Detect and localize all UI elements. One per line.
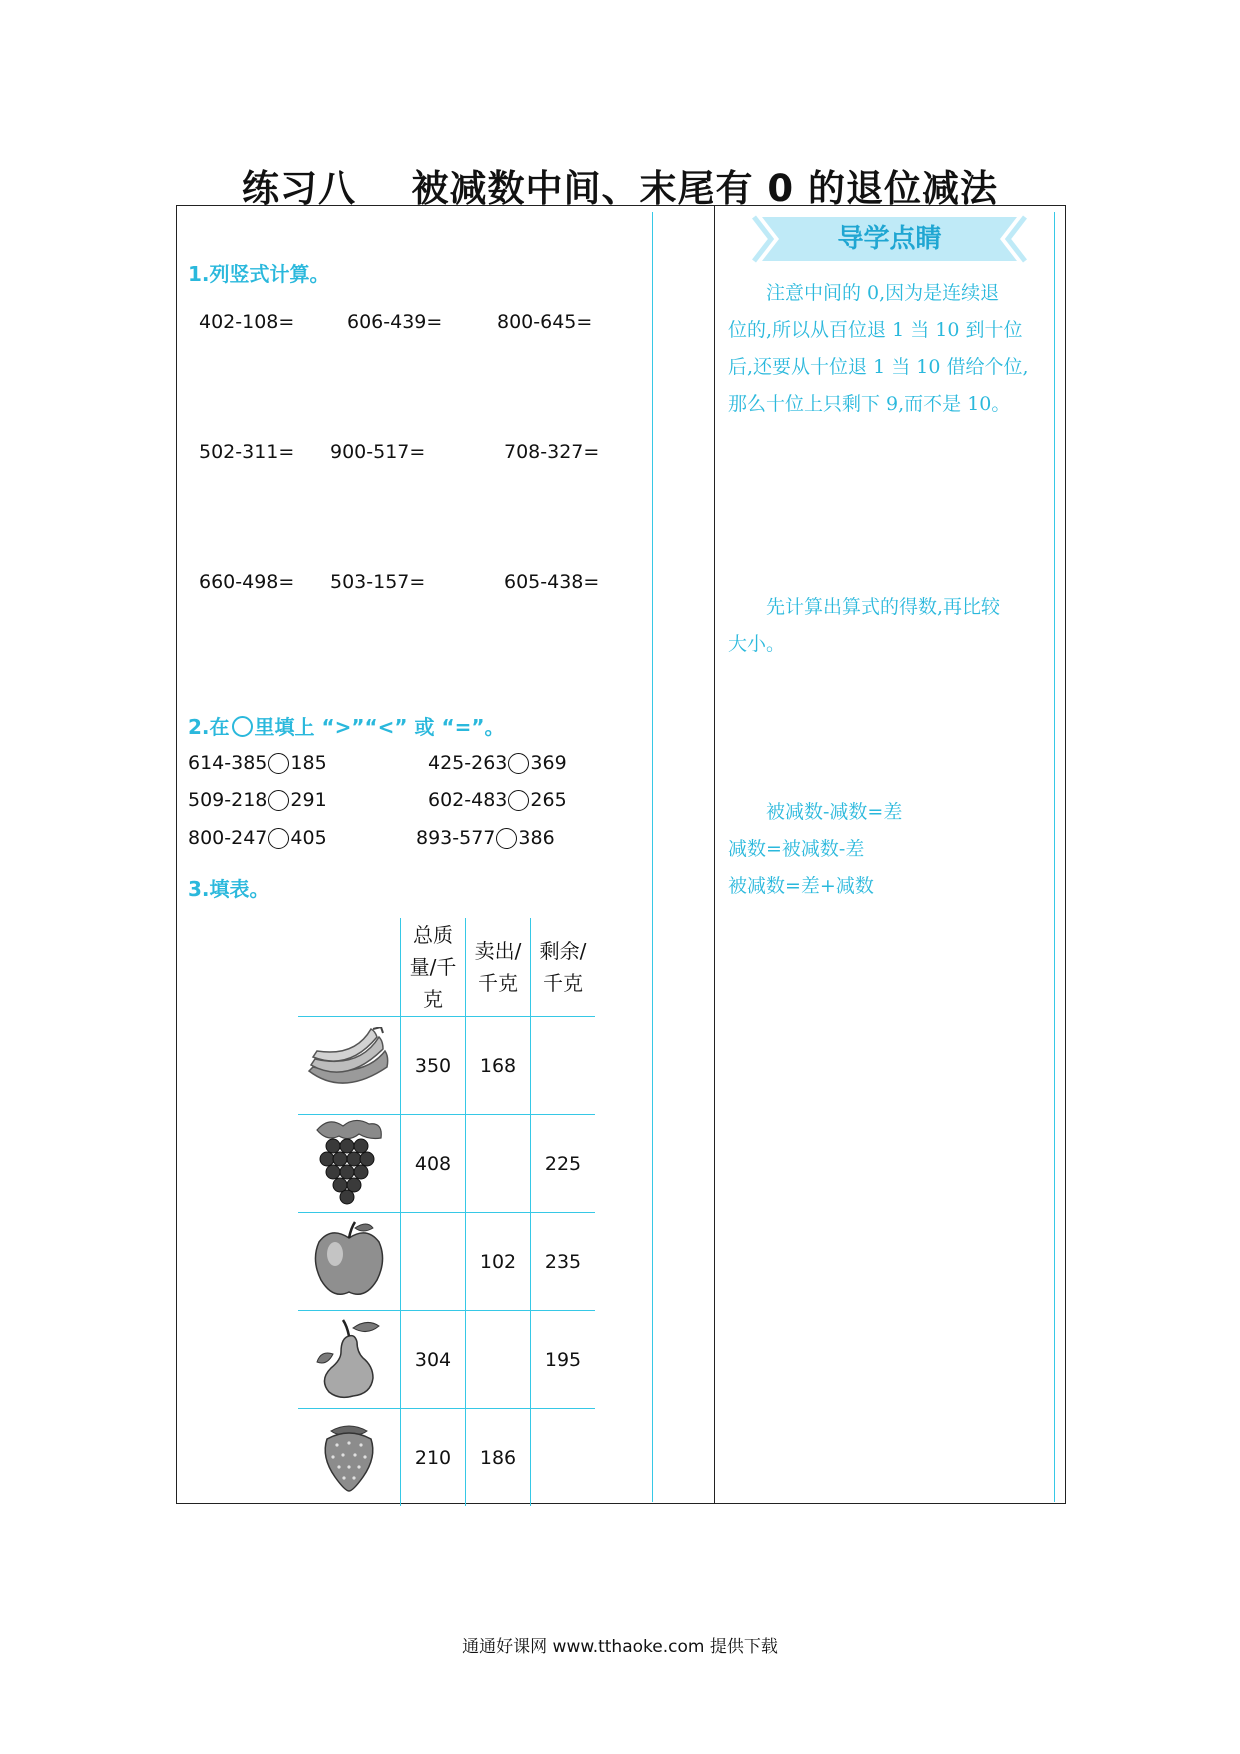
compare-item — [188, 752, 327, 774]
compare-right: 185 — [290, 752, 327, 774]
vertical-calc-expr: 660-498= — [199, 571, 295, 593]
compare-left: 893-577 — [416, 827, 496, 849]
header-left: 剩余/ 千克 — [531, 918, 596, 1017]
cell-left: 225 — [531, 1115, 596, 1213]
table-row — [298, 1115, 595, 1213]
cell-left: 235 — [531, 1213, 596, 1311]
compare-right: 265 — [530, 789, 567, 811]
compare-left: 509-218 — [188, 789, 268, 811]
table-row — [298, 1213, 595, 1311]
compare-left: 614-385 — [188, 752, 268, 774]
header-sold: 卖出/ 千克 — [466, 918, 531, 1017]
compare-right: 291 — [290, 789, 327, 811]
vertical-calc-expr: 502-311= — [199, 441, 295, 463]
answer-circle[interactable] — [508, 790, 529, 811]
compare-left: 602-483 — [428, 789, 508, 811]
guide-label: 导学点睛 — [837, 224, 942, 254]
cell-left: 195 — [531, 1311, 596, 1409]
vertical-calc-expr: 503-157= — [330, 571, 426, 593]
page-title: 练习八 被减数中间、末尾有 0 的退位减法 — [241, 167, 999, 210]
vertical-calc-expr: 708-327= — [504, 441, 600, 463]
compare-item — [428, 752, 567, 774]
answer-circle[interactable] — [268, 828, 289, 849]
page-footer: 通通好课网 www.tthaoke.com 提供下载 — [462, 1637, 778, 1657]
compare-item — [188, 789, 327, 811]
cell-sold: 168 — [466, 1017, 531, 1115]
compare-right: 369 — [530, 752, 567, 774]
tip-compare: 先计算出算式的得数,再比较 大小。 — [728, 596, 1001, 655]
banana-icon — [298, 1017, 401, 1115]
apple-icon — [298, 1213, 401, 1311]
answer-circle[interactable] — [268, 790, 289, 811]
fruit-table — [298, 918, 595, 1506]
left-margin-line — [652, 212, 653, 1502]
column-divider — [714, 205, 715, 1504]
grapes-icon — [298, 1115, 401, 1213]
section2-heading — [188, 711, 505, 740]
compare-left: 800-247 — [188, 827, 268, 849]
cell-sold[interactable] — [466, 1115, 531, 1213]
pear-icon — [298, 1311, 401, 1409]
cell-total[interactable] — [401, 1213, 466, 1311]
section1-heading: 1.列竖式计算。 — [188, 262, 330, 286]
section2-heading-post: 里填上 “>”“<” 或 “=”。 — [254, 715, 505, 739]
table-row — [298, 1311, 595, 1409]
cell-sold: 102 — [466, 1213, 531, 1311]
vertical-calc-expr: 800-645= — [497, 311, 593, 333]
table-header-row — [298, 918, 595, 1017]
answer-circle[interactable] — [268, 753, 289, 774]
header-total: 总质 量/千 克 — [401, 918, 466, 1017]
vertical-calc-expr: 402-108= — [199, 311, 295, 333]
circle-icon — [232, 716, 253, 737]
answer-circle[interactable] — [496, 828, 517, 849]
tip-formulas: 被减数-减数=差 减数=被减数-差 被减数=差+减数 — [728, 801, 903, 897]
compare-right: 405 — [290, 827, 327, 849]
vertical-calc-expr: 606-439= — [347, 311, 443, 333]
cell-left[interactable] — [531, 1017, 596, 1115]
vertical-calc-expr: 605-438= — [504, 571, 600, 593]
section2-heading-pre: 2.在 — [188, 715, 230, 739]
cell-total: 304 — [401, 1311, 466, 1409]
table-row — [298, 1017, 595, 1115]
cell-total: 408 — [401, 1115, 466, 1213]
cell-total: 350 — [401, 1017, 466, 1115]
table-row — [298, 1409, 595, 1507]
compare-right: 386 — [518, 827, 555, 849]
right-margin-line — [1054, 212, 1055, 1502]
tip-continuous-borrow: 注意中间的 0,因为是连续退 位的,所以从百位退 1 当 10 到十位 后,还要从十位退 1 当 10 借给个位, 那么十位上只剩下 9,而不是 10。 — [728, 282, 1029, 415]
compare-item — [416, 827, 555, 849]
compare-left: 425-263 — [428, 752, 508, 774]
cell-sold[interactable] — [466, 1311, 531, 1409]
cell-total: 210 — [401, 1409, 466, 1507]
header-blank — [298, 918, 401, 1017]
compare-item — [428, 789, 567, 811]
answer-circle[interactable] — [508, 753, 529, 774]
vertical-calc-expr: 900-517= — [330, 441, 426, 463]
cell-left[interactable] — [531, 1409, 596, 1507]
strawberry-icon — [298, 1409, 401, 1507]
cell-sold: 186 — [466, 1409, 531, 1507]
compare-item — [188, 827, 327, 849]
section3-heading: 3.填表。 — [188, 877, 270, 901]
